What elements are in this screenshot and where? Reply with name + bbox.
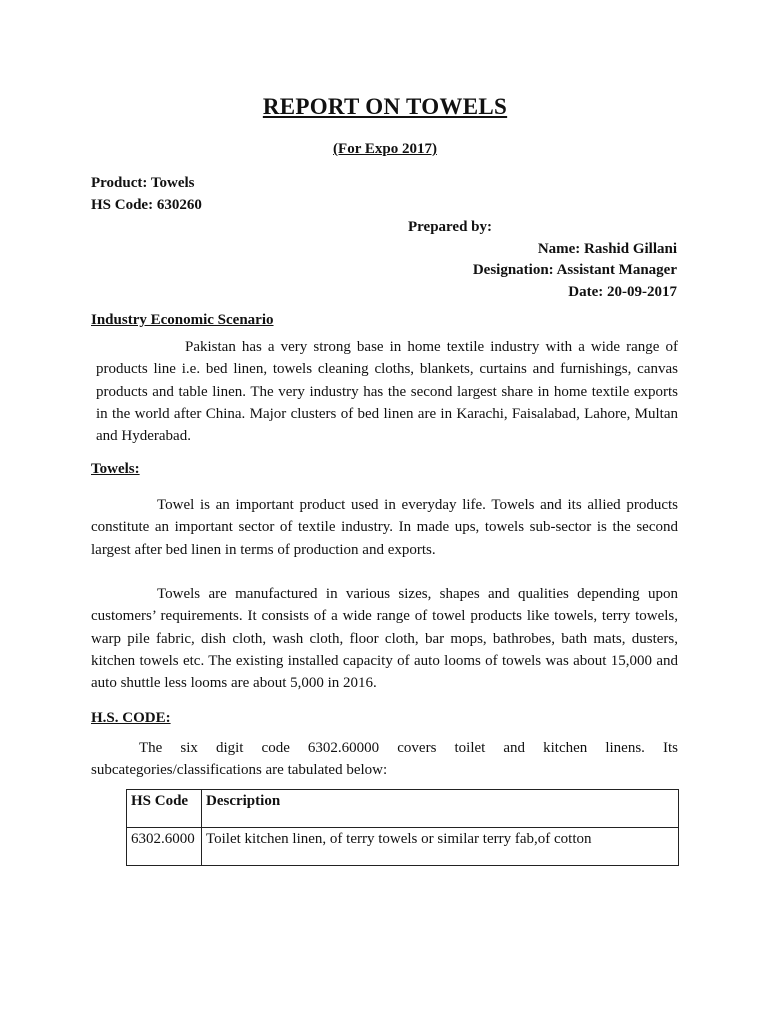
table-header-row — [127, 790, 679, 828]
cell-description: Toilet kitchen linen, of terry towels or similar terry fab,of cotton — [202, 828, 679, 866]
header-description: Description — [202, 790, 679, 828]
product-info — [91, 173, 202, 216]
report-subtitle: (For Expo 2017) — [333, 141, 437, 157]
towels-heading: Towels: — [91, 461, 140, 477]
author-designation: Designation: Assistant Manager — [472, 262, 677, 278]
report-date: Date: 20-09-2017 — [568, 283, 677, 300]
prepared-by-label: Prepared by: — [408, 219, 493, 235]
industry-paragraph: Pakistan has a very strong base in home textile industry with a wide range of products line i.e. bed linen, towels cleaning cloths, blankets, curtains and furnishings, canvas products and table linen. The very industry has the second largest share in home textile exports in the world after China. Major clusters of bed linen are in Karachi, Faisalabad, Lahore, Multan and Hyderabad. — [96, 339, 678, 445]
prepared-by-block — [91, 217, 677, 303]
product-line: Product: Towels — [91, 175, 195, 191]
header-hs-code: HS Code — [127, 790, 202, 828]
towels-paragraph-1: Towel is an important product used in everyday life. Towels and its allied products constitute an important sector of textile industry. In made ups, towels sub-sector is the second largest after bed linen in terms of production and exports. — [91, 497, 678, 558]
towels-paragraph-2: Towels are manufactured in various sizes, shapes and qualities depending upon customers’ requirements. It consists of a wide range of towel products like towels, terry towels, warp pile fabric, dish cloth, wash cloth, floor cloth, bar mops, bathrobes, bath mats, dusters, kitchen towels etc. The existing installed capacity of auto looms of towels was about 15,000 and auto shuttle less looms are about 5,000 in 2016. — [91, 586, 678, 692]
report-title: REPORT ON TOWELS — [262, 94, 508, 119]
table-row — [127, 828, 679, 866]
cell-hs-code: 6302.6000 — [127, 828, 202, 866]
hs-code-line: HS Code: 630260 — [91, 196, 202, 213]
author-name: Name: Rashid Gillani — [537, 240, 677, 257]
hs-code-table — [126, 789, 679, 866]
industry-heading: Industry Economic Scenario — [91, 312, 274, 328]
hs-code-paragraph: The six digit code 6302.60000 covers toilet and kitchen linens. Its subcategories/classifications are tabulated below: — [91, 740, 678, 779]
hs-code-heading: H.S. CODE: — [91, 710, 171, 726]
